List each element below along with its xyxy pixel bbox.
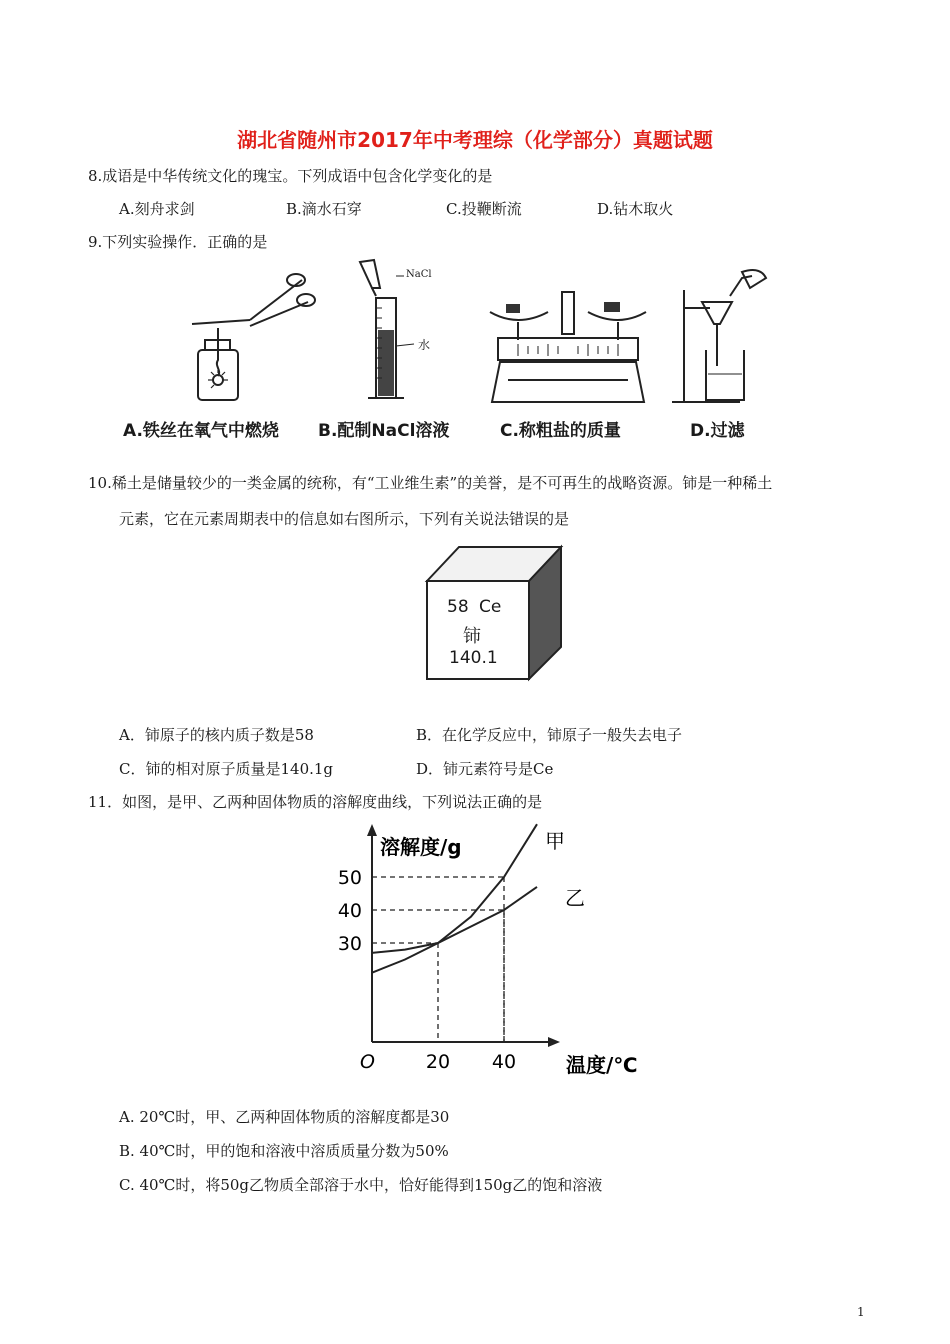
caption-d: D.过滤 xyxy=(690,421,745,441)
x-tick-label: 40 xyxy=(491,1051,517,1073)
y-axis-arrow xyxy=(367,824,377,836)
q8-option-d: D.钻木取火 xyxy=(597,200,674,218)
measuring-cylinder-figure xyxy=(350,258,450,408)
origin-label: O xyxy=(360,1051,375,1073)
caption-a: A.铁丝在氧气中燃烧 xyxy=(123,421,279,441)
q8-stem: 8.成语是中华传统文化的瑰宝。下列成语中包含化学变化的是 xyxy=(88,167,493,185)
x-axis-arrow xyxy=(548,1037,560,1047)
y-tick-label: 50 xyxy=(337,867,362,889)
q11-stem: 11．如图，是甲、乙两种固体物质的溶解度曲线，下列说法正确的是 xyxy=(88,793,543,811)
element-name: 铈 xyxy=(463,626,481,647)
page-title: 湖北省随州市2017年中考理综（化学部分）真题试题 xyxy=(237,128,713,152)
solubility-chart xyxy=(320,820,660,1082)
q10-option-d: D．铈元素符号是Ce xyxy=(416,760,554,778)
caption-b: B.配制NaCl溶液 xyxy=(318,421,450,441)
q8-option-b: B.滴水石穿 xyxy=(286,200,362,218)
iron-wire-burning-figure xyxy=(190,262,320,407)
q10-option-a: A．铈原子的核内质子数是58 xyxy=(119,726,314,744)
element-mass: 140.1 xyxy=(449,648,498,668)
series-line-yi xyxy=(372,887,537,953)
q10-stem-line2: 元素，它在元素周期表中的信息如右图所示，下列有关说法错误的是 xyxy=(119,510,570,528)
q8-option-c: C.投鞭断流 xyxy=(446,200,522,218)
y-axis-label: 溶解度/g xyxy=(380,835,462,859)
q10-option-c: C．铈的相对原子质量是140.1g xyxy=(119,760,334,778)
nacl-label: NaCl xyxy=(406,269,432,280)
q11-option-b: B. 40℃时，甲的饱和溶液中溶质质量分数为50% xyxy=(119,1142,449,1160)
q11-option-c: C. 40℃时，将50g乙物质全部溶于水中，恰好能得到150g乙的饱和溶液 xyxy=(119,1176,603,1194)
caption-c: C.称粗盐的质量 xyxy=(500,421,621,441)
q8-option-a: A.刻舟求剑 xyxy=(119,200,195,218)
series-label: 甲 xyxy=(545,829,565,854)
element-symbol: Ce xyxy=(479,597,502,617)
page-number: 1 xyxy=(857,1305,865,1319)
x-axis-label: 温度/℃ xyxy=(566,1053,638,1077)
element-number: 58 xyxy=(447,597,469,617)
x-tick-label: 20 xyxy=(425,1051,451,1073)
filtration-figure xyxy=(670,262,780,407)
q9-stem: 9.下列实验操作．正确的是 xyxy=(88,233,268,251)
y-tick-label: 30 xyxy=(337,933,362,955)
y-tick-label: 40 xyxy=(337,900,362,922)
water-label: 水 xyxy=(418,338,431,352)
q10-option-b: B．在化学反应中，铈原子一般失去电子 xyxy=(416,726,683,744)
q11-option-a: A. 20℃时，甲、乙两种固体物质的溶解度都是30 xyxy=(119,1108,450,1126)
q10-stem-line1: 10.稀土是储量较少的一类金属的统称，有“工业维生素”的美誉，是不可再生的战略资源。铈是一种稀土 xyxy=(88,474,773,492)
balance-figure xyxy=(488,290,648,408)
series-label: 乙 xyxy=(565,885,585,910)
